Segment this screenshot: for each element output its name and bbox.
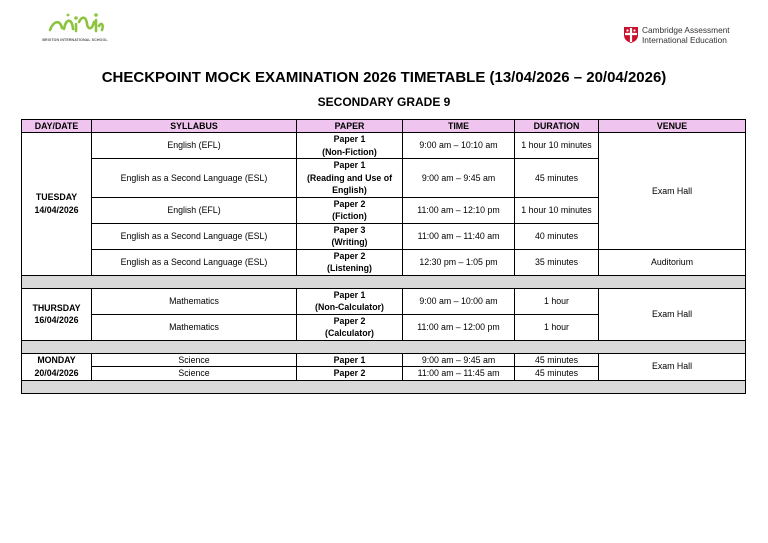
venue-cell: Auditorium	[599, 249, 746, 275]
page-title: CHECKPOINT MOCK EXAMINATION 2026 TIMETABLE (13/04/2026 – 20/04/2026)	[101, 69, 667, 86]
paper-number: Paper 1	[333, 160, 366, 170]
cambridge-shield-icon	[623, 26, 639, 44]
duration-cell: 1 hour 10 minutes	[515, 197, 599, 223]
syllabus-cell: English as a Second Language (ESL)	[92, 223, 297, 249]
duration-cell: 1 hour	[515, 314, 599, 340]
paper-cell	[297, 133, 403, 159]
school-logo	[34, 12, 114, 46]
time-cell: 9:00 am – 10:10 am	[403, 133, 515, 159]
header-syllabus: SYLLABUS	[92, 120, 297, 133]
separator-cell	[22, 275, 746, 288]
duration-cell: 45 minutes	[515, 367, 599, 381]
time-cell: 11:00 am – 11:40 am	[403, 223, 515, 249]
paper-cell	[297, 223, 403, 249]
paper-cell: Paper 2	[297, 367, 403, 381]
venue-cell: Exam Hall	[599, 133, 746, 250]
exam-timetable	[21, 119, 746, 394]
page-subtitle: SECONDARY GRADE 9	[317, 95, 451, 109]
day-date: 16/04/2026	[34, 315, 79, 325]
separator-cell	[22, 340, 746, 353]
syllabus-cell: English (EFL)	[92, 197, 297, 223]
day-separator	[22, 340, 746, 353]
paper-cell	[297, 249, 403, 275]
cambridge-name-line2: International Education	[642, 35, 727, 45]
day-name: TUESDAY	[35, 192, 78, 203]
paper-cell	[297, 288, 403, 314]
paper-title: (Calculator)	[325, 328, 374, 338]
paper-cell	[297, 197, 403, 223]
table-header-row	[22, 120, 746, 133]
day-name: THURSDAY	[32, 302, 81, 313]
paper-cell: Paper 1	[297, 353, 403, 367]
day-date-cell	[22, 288, 92, 340]
syllabus-cell: Mathematics	[92, 288, 297, 314]
day-date: 14/04/2026	[34, 204, 79, 215]
day-date-cell	[22, 133, 92, 276]
paper-title: (Listening)	[327, 263, 372, 273]
time-cell: 9:00 am – 9:45 am	[403, 159, 515, 198]
paper-title: (Reading and Use of English)	[306, 172, 393, 195]
time-cell: 12:30 pm – 1:05 pm	[403, 249, 515, 275]
syllabus-cell: Mathematics	[92, 314, 297, 340]
table-row	[22, 288, 746, 314]
header-day-date: DAY/DATE	[22, 120, 92, 133]
time-cell: 9:00 am – 9:45 am	[403, 353, 515, 367]
day-date-cell	[22, 353, 92, 380]
paper-cell	[297, 159, 403, 198]
header-duration: DURATION	[515, 120, 599, 133]
paper-number: Paper 2	[333, 315, 366, 326]
time-cell: 11:00 am – 12:10 pm	[403, 197, 515, 223]
table-row	[22, 353, 746, 367]
duration-cell: 35 minutes	[515, 249, 599, 275]
duration-cell: 1 hour 10 minutes	[515, 133, 599, 159]
paper-title: (Fiction)	[332, 211, 367, 221]
venue-cell: Exam Hall	[599, 288, 746, 340]
paper-number: Paper 2	[333, 198, 366, 209]
header-venue: VENUE	[599, 120, 746, 133]
day-name: MONDAY	[37, 355, 76, 365]
time-cell: 11:00 am – 12:00 pm	[403, 314, 515, 340]
day-separator	[22, 275, 746, 288]
syllabus-cell: English as a Second Language (ESL)	[92, 159, 297, 198]
school-name: BRIXTON INTERNATIONAL SCHOOL	[42, 38, 108, 42]
time-cell: 11:00 am – 11:45 am	[403, 367, 515, 381]
paper-number: Paper 1	[333, 289, 366, 300]
syllabus-cell: English (EFL)	[92, 133, 297, 159]
paper-number: Paper 2	[333, 250, 366, 261]
venue-cell: Exam Hall	[599, 353, 746, 380]
header-time: TIME	[403, 120, 515, 133]
table-row	[22, 133, 746, 159]
header-paper: PAPER	[297, 120, 403, 133]
duration-cell: 40 minutes	[515, 223, 599, 249]
table-row	[22, 249, 746, 275]
syllabus-cell: English as a Second Language (ESL)	[92, 249, 297, 275]
cambridge-name-line1: Cambridge Assessment	[642, 25, 730, 35]
separator-cell	[22, 380, 746, 393]
duration-cell: 45 minutes	[515, 353, 599, 367]
syllabus-cell: Science	[92, 353, 297, 367]
paper-title: (Writing)	[331, 237, 368, 247]
day-separator	[22, 380, 746, 393]
paper-number: Paper 1	[333, 134, 366, 144]
paper-title: (Non-Calculator)	[315, 302, 384, 312]
syllabus-cell: Science	[92, 367, 297, 381]
paper-cell	[297, 314, 403, 340]
day-date: 20/04/2026	[34, 367, 79, 378]
cambridge-logo	[620, 24, 740, 46]
paper-title: (Non-Fiction)	[322, 146, 377, 157]
duration-cell: 45 minutes	[515, 159, 599, 198]
time-cell: 9:00 am – 10:00 am	[403, 288, 515, 314]
duration-cell: 1 hour	[515, 288, 599, 314]
school-logo-mark-icon	[46, 12, 106, 34]
paper-number: Paper 3	[333, 224, 366, 235]
